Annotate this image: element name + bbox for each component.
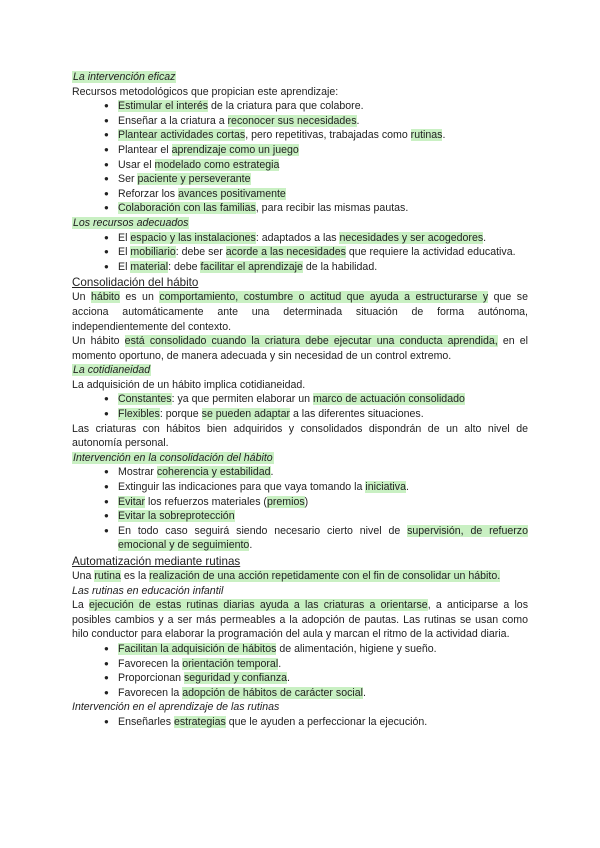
text-run: de la habilidad. <box>302 260 378 273</box>
text-run: Proporcionan <box>118 672 184 685</box>
text-run: Favorecen la <box>118 657 183 670</box>
section-heading-recursos: Los recursos adecuados <box>73 216 189 229</box>
text-run: Enseñarles <box>118 715 174 728</box>
text-run: . <box>249 539 253 552</box>
highlighted-text: comportamiento, costumbre o actitud que ayuda a estructurarse y <box>159 291 489 304</box>
highlighted-text: ejecución de estas rutinas diarias ayuda a las criaturas a orientarse <box>88 599 428 612</box>
subheading-intervencion-rutinas: Intervención en el aprendizaje de las rutinas <box>72 701 280 714</box>
text-run: Reforzar los <box>118 187 179 200</box>
highlighted-text: Plantear actividades cortas <box>118 129 246 142</box>
text-run: . <box>363 686 366 699</box>
highlighted-text: hábito <box>91 291 120 304</box>
highlighted-text: Flexibles <box>118 408 160 421</box>
list-item <box>104 260 528 275</box>
highlighted-text: adopción de hábitos de carácter social <box>182 686 363 699</box>
text-run: que se acciona automáticamente ante una determinada situación de forma autónoma, independientemente del contexto. <box>72 291 528 333</box>
text-run: El <box>118 231 131 244</box>
highlighted-text: espacio y las instalaciones <box>130 231 256 244</box>
paragraph <box>72 334 528 363</box>
text-run: . <box>442 129 446 142</box>
highlighted-text: coherencia y estabilidad <box>156 466 271 479</box>
bullet-list <box>72 465 528 553</box>
text-run: : ya que permiten elaborar un <box>171 393 313 406</box>
highlighted-text: material <box>130 260 169 273</box>
highlighted-text: Facilitan la adquisición de hábitos <box>118 642 277 655</box>
highlighted-text: realización de una acción repetidamente con el fin de consolidar un hábito. <box>149 570 501 582</box>
list-item <box>104 231 528 246</box>
section-heading-intervencion-consolidacion: Intervención en la consolidación del hábito <box>73 451 273 464</box>
highlighted-text: reconocer sus necesidades <box>227 114 357 127</box>
list-item <box>104 407 528 422</box>
intro-text: Recursos metodológicos que propician este aprendizaje: <box>72 85 339 98</box>
text-run: Mostrar <box>118 466 157 479</box>
section-heading-cotidianeidad: La cotidianeidad <box>73 364 151 377</box>
bullet-list <box>72 231 528 275</box>
text-run: Plantear el <box>118 143 172 156</box>
text-run: . <box>405 481 409 494</box>
list-item <box>104 509 528 524</box>
bullet-list <box>72 715 528 730</box>
text-run: El <box>118 246 131 259</box>
paragraph <box>72 569 528 584</box>
list-item <box>104 392 528 407</box>
highlighted-text: estrategias <box>173 715 226 728</box>
section-title-consolidacion: Consolidación del hábito <box>72 276 199 290</box>
text-run: es un <box>119 291 160 304</box>
highlighted-text: seguridad y confianza <box>183 672 288 685</box>
list-item <box>104 657 528 672</box>
text-run: Usar el <box>118 158 155 171</box>
subheading-rutinas-infantil: Las rutinas en educación infantil <box>72 584 224 597</box>
text-run: es la <box>120 570 150 582</box>
section-title-automatizacion: Automatización mediante rutinas <box>72 555 241 568</box>
list-item <box>104 143 528 158</box>
list-item <box>104 187 528 202</box>
bullet-list <box>72 99 528 216</box>
paragraph: Las criaturas con hábitos bien adquiridos y consolidados dispondrán de un alto nivel de autonomía personal. <box>72 422 528 450</box>
highlighted-text: avances positivamente <box>178 187 286 200</box>
list-item <box>104 245 528 260</box>
highlighted-text: paciente y perseverante <box>137 173 251 186</box>
text-run: El <box>118 260 131 273</box>
list-item <box>104 715 528 730</box>
section-heading-intervencion-eficaz: La intervención eficaz <box>73 71 176 83</box>
text-run: En todo caso seguirá siendo necesario cierto nivel de <box>118 524 408 537</box>
highlighted-text: Evitar <box>118 495 146 508</box>
highlighted-text: Constantes <box>118 393 172 406</box>
list-item <box>104 524 528 553</box>
list-item <box>104 172 528 187</box>
text-run: Un hábito <box>72 335 125 348</box>
text-run: los refuerzos materiales ( <box>145 495 267 508</box>
highlighted-text: está consolidado cuando la criatura debe ejecutar una conducta aprendida, <box>124 335 498 348</box>
text-run: Extinguir las indicaciones para que vaya tomando la <box>118 481 366 494</box>
highlighted-text: acorde a las necesidades <box>225 246 346 259</box>
bullet-list <box>72 642 528 700</box>
list-item <box>104 495 528 510</box>
list-item <box>104 642 528 657</box>
highlighted-text: Evitar la sobreprotección <box>118 510 235 523</box>
list-item <box>104 114 528 129</box>
highlighted-text: aprendizaje como un juego <box>171 143 299 156</box>
highlighted-text: mobiliario <box>130 246 176 259</box>
text-run: en el momento oportuno, de manera adecuada y sin necesidad de un control extremo. <box>72 335 529 362</box>
list-item <box>104 158 528 173</box>
list-item <box>104 128 528 143</box>
highlighted-text: se pueden adaptar <box>201 408 290 421</box>
highlighted-text: Estimular el interés <box>118 100 209 113</box>
text-run: , para recibir las mismas pautas. <box>255 202 409 215</box>
text-run: : debe ser <box>175 246 226 259</box>
text-run: Favorecen la <box>118 686 183 699</box>
highlighted-text: iniciativa <box>365 481 406 494</box>
highlighted-text: rutinas <box>410 129 443 142</box>
text-run: , pero repetitivas, trabajadas como <box>245 129 411 142</box>
paragraph <box>72 598 528 642</box>
text-run: : debe <box>168 260 201 273</box>
text-run: : porque <box>159 408 202 421</box>
intro-text: La adquisición de un hábito implica cotidianeidad. <box>72 378 306 391</box>
highlighted-text: modelado como estrategia <box>154 158 280 171</box>
highlighted-text: Colaboración con las familias <box>118 202 256 215</box>
list-item <box>104 99 528 114</box>
text-run: a las diferentes situaciones. <box>290 408 424 421</box>
list-item <box>104 465 528 480</box>
text-run: . <box>356 114 360 127</box>
text-run: ) <box>304 495 309 508</box>
text-run: Ser <box>118 173 138 186</box>
list-item <box>104 201 528 216</box>
text-run: de alimentación, higiene y sueño. <box>276 642 437 655</box>
text-run: . <box>287 672 290 685</box>
text-run: La <box>72 599 89 612</box>
text-run: . <box>278 657 282 670</box>
text-run: Enseñar a la criatura a <box>118 114 228 127</box>
highlighted-text: necesidades y ser acogedores <box>339 231 484 244</box>
text-run: Un <box>72 291 92 304</box>
text-run: . <box>483 231 487 244</box>
list-item <box>104 480 528 495</box>
text-run: : adaptados a las <box>255 231 340 244</box>
text-run: de la criatura para que colabore. <box>208 100 364 113</box>
paragraph <box>72 290 528 334</box>
highlighted-text: premios <box>266 495 305 508</box>
text-run: . <box>270 466 274 479</box>
list-item <box>104 671 528 686</box>
text-run: , a anticiparse a los posibles cambios y a ser más permeables a la adopción de pautas. Las rutinas se usan como hilo conductor para elaborar la programación del aula y marcan el ritmo de la actividad diaria. <box>72 599 528 641</box>
text-run: que requiere la actividad educativa. <box>345 246 516 259</box>
text-run: que le ayuden a perfeccionar la ejecución. <box>225 715 428 728</box>
highlighted-text: facilitar el aprendizaje <box>200 260 303 273</box>
list-item <box>104 686 528 701</box>
bullet-list <box>72 392 528 421</box>
text-run: Una <box>72 570 95 582</box>
highlighted-text: orientación temporal <box>182 657 279 670</box>
highlighted-text: rutina <box>94 570 121 582</box>
highlighted-text: marco de actuación consolidado <box>312 393 465 406</box>
highlighted-text: supervisión, de refuerzo emocional y de seguimiento <box>118 524 528 552</box>
